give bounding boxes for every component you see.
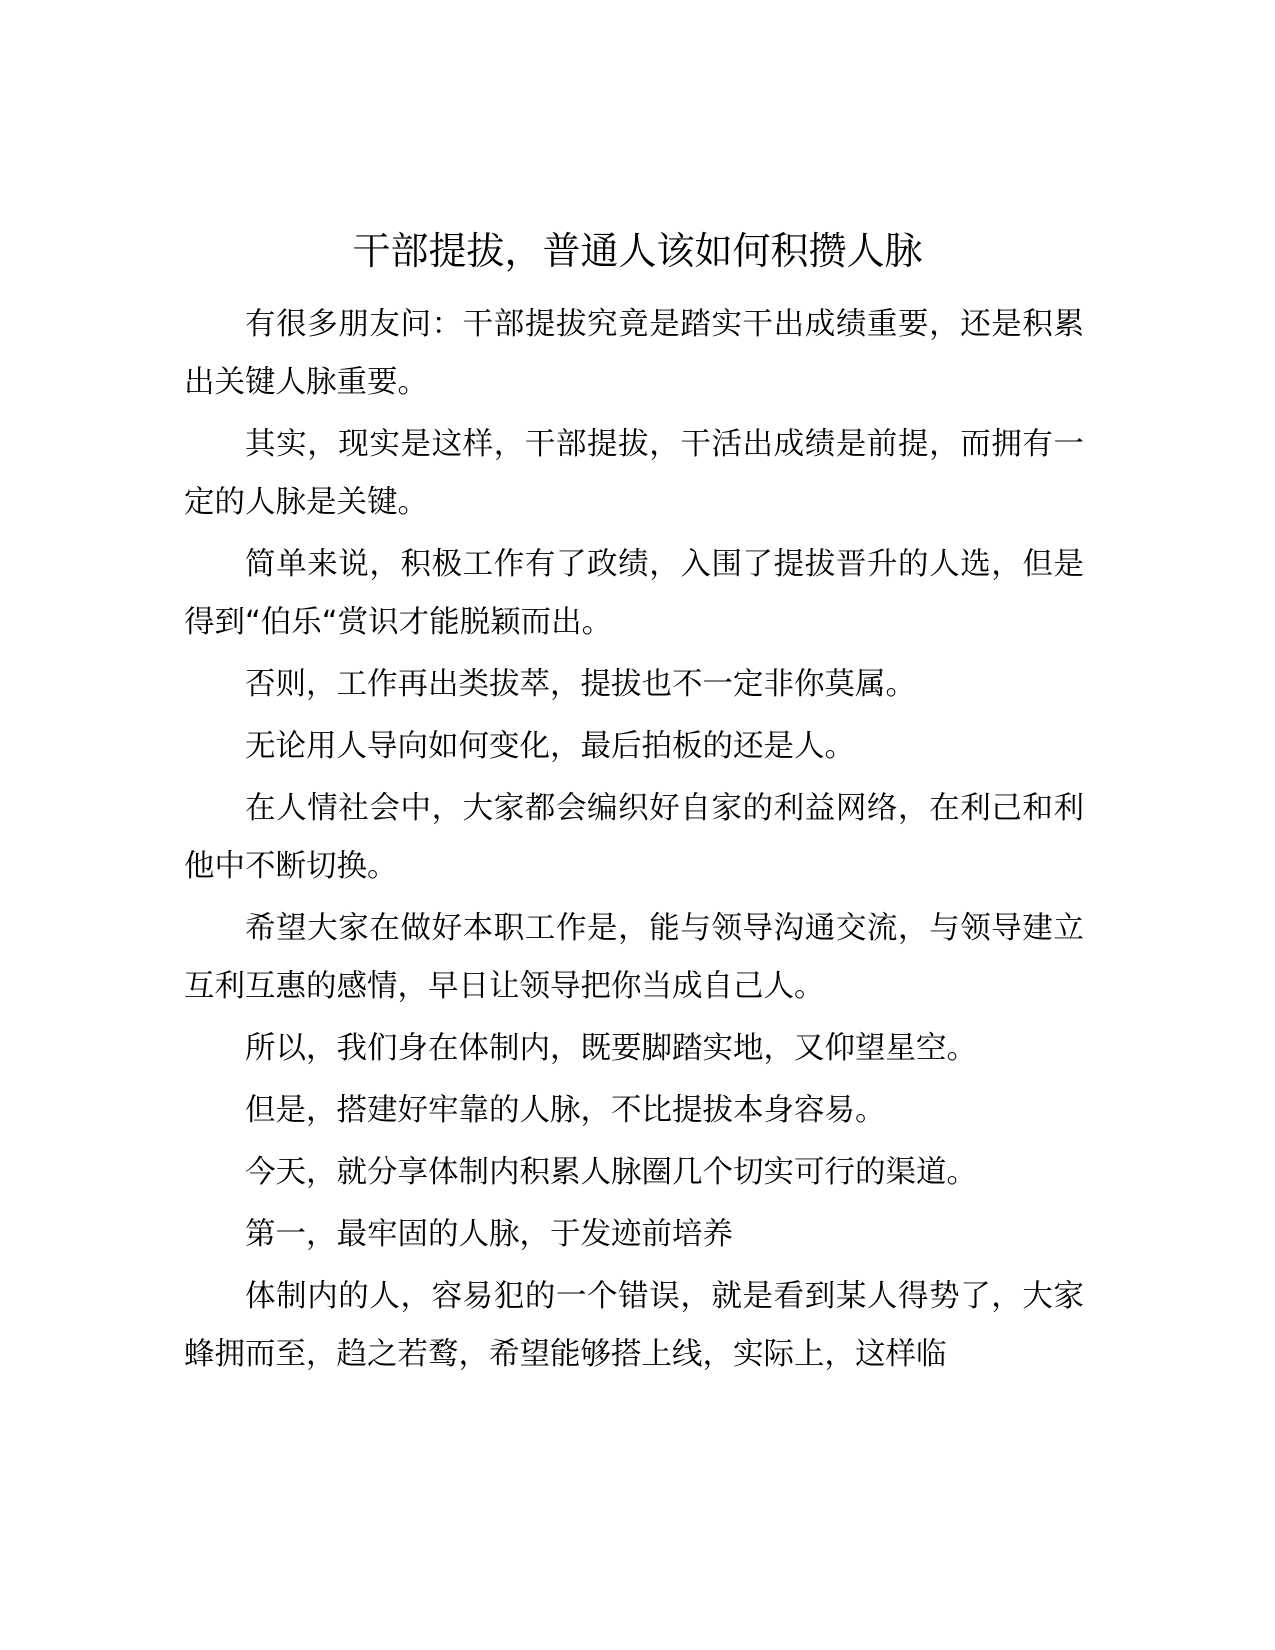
paragraph: 所以，我们身在体制内，既要脚踏实地，又仰望星空。 (245, 1031, 977, 1066)
paragraph: 无论用人导向如何变化，最后拍板的还是人。 (245, 729, 855, 764)
paragraph: 在人情社会中，大家都会编织好自家的利益网络，在利己和利他中不断切换。 (184, 791, 1084, 884)
paragraph: 有很多朋友问：干部提拔究竟是踏实干出成绩重要，还是积累出关键人脉重要。 (184, 307, 1084, 400)
paragraph: 其实，现实是这样，干部提拔，干活出成绩是前提，而拥有一定的人脉是关键。 (184, 427, 1084, 520)
paragraph: 否则，工作再出类拔萃，提拔也不一定非你莫属。 (245, 667, 916, 702)
paragraph: 体制内的人，容易犯的一个错误，就是看到某人得势了，大家蜂拥而至，趋之若鹜，希望能够搭上线，实际上，这样临 (184, 1279, 1084, 1372)
paragraph: 简单来说，积极工作有了政绩，入围了提拔晋升的人选，但是得到“伯乐“赏识才能脱颖而出。 (184, 547, 1084, 640)
section-heading: 第一，最牢固的人脉，于发迹前培养 (245, 1217, 733, 1252)
document-title: 干部提拔，普通人该如何积攒人脉 (352, 229, 923, 273)
document-body (184, 296, 1084, 1388)
paragraph: 但是，搭建好牢靠的人脉，不比提拔本身容易。 (245, 1093, 886, 1128)
paragraph: 希望大家在做好本职工作是，能与领导沟通交流，与领导建立互利互惠的感情，早日让领导把你当成自己人。 (184, 911, 1084, 1004)
paragraph: 今天，就分享体制内积累人脉圈几个切实可行的渠道。 (245, 1155, 977, 1190)
